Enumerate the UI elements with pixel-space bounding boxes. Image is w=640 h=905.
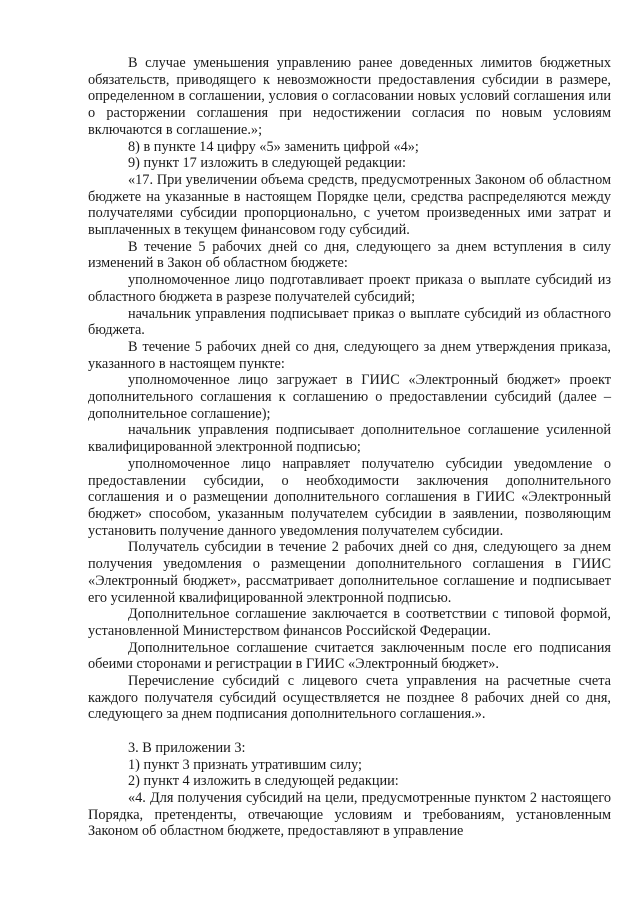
paragraph-five-days-law: В течение 5 рабочих дней со дня, следующего за днем вступления в силу изменений в Закон об областном бюджете:	[88, 238, 611, 272]
paragraph-head-signs-order: начальник управления подписывает приказ о выплате субсидий из областного бюджета.	[88, 305, 611, 339]
paragraph-appendix-item-1: 1) пункт 3 признать утратившим силу;	[128, 756, 362, 773]
paragraph-budget-reduction: В случае уменьшения управлению ранее доведенных лимитов бюджетных обязательств, приводящего к невозможности предоставления субсидии в размере, определенном в соглашении, условия о согласовании новых условий соглашения или о расторжении соглашения при недостижении согласия по новым условиям включаются в соглашение.»;	[88, 55, 611, 138]
paragraph-item-9: 9) пункт 17 изложить в следующей редакции:	[128, 155, 406, 172]
paragraph-appendix-3: 3. В приложении 3:	[128, 739, 246, 756]
paragraph-item-8: 8) в пункте 14 цифру «5» заменить цифрой «4»;	[128, 138, 419, 155]
paragraph-head-signs-agreement: начальник управления подписывает дополнительное соглашение усиленной квалифицированной электронной подписью;	[88, 422, 611, 456]
paragraph-transfer: Перечисление субсидий с лицевого счета управления на расчетные счета каждого получателя субсидий осуществляется не позднее 8 рабочих дней со дня, следующего за днем подписания дополнительного соглашения.».	[88, 673, 611, 723]
paragraph-upload-agreement: уполномоченное лицо загружает в ГИИС «Электронный бюджет» проект дополнительного соглашения к соглашению о предоставлении субсидий (далее – дополнительное соглашение);	[88, 372, 611, 422]
paragraph-agreement-concluded: Дополнительное соглашение считается заключенным после его подписания обеими сторонами и регистрации в ГИИС «Электронный бюджет».	[88, 639, 611, 673]
paragraph-standard-form: Дополнительное соглашение заключается в соответствии с типовой формой, установленной Министерством финансов Российской Федерации.	[88, 606, 611, 639]
paragraph-spacer	[88, 723, 611, 740]
document-body	[88, 55, 611, 840]
paragraph-recipient-signs: Получатель субсидии в течение 2 рабочих дней со дня, следующего за днем получения уведомления о размещении дополнительного соглашения в ГИИС «Электронный бюджет», рассматривает дополнительное соглашение и подписывает его усиленной квалифицированной электронной подписью.	[88, 539, 611, 606]
paragraph-draft-order: уполномоченное лицо подготавливает проект приказа о выплате субсидий из областного бюджета в разрезе получателей субсидий;	[88, 272, 611, 305]
paragraph-appendix-item-2: 2) пункт 4 изложить в следующей редакции:	[128, 773, 399, 790]
paragraph-notification: уполномоченное лицо направляет получателю субсидии уведомление о предоставлении субсидии, о необходимости заключения дополнительного соглашения и о размещении дополнительного соглашения в ГИИС «Электронный бюджет» способом, указанным получателем субсидии в заявлении, позволяющим установить получение данного уведомления получателем субсидии.	[88, 455, 611, 539]
paragraph-five-days-order: В течение 5 рабочих дней со дня, следующего за днем утверждения приказа, указанного в настоящем пункте:	[88, 338, 611, 372]
paragraph-clause-4: «4. Для получения субсидий на цели, предусмотренные пунктом 2 настоящего Порядка, претенденты, отвечающие условиям и требованиям, установленным Законом об областном бюджете, предоставляют в управление	[88, 789, 611, 840]
paragraph-clause-17: «17. При увеличении объема средств, предусмотренных Законом об областном бюджете на указанные в настоящем Порядке цели, средства распределяются между получателями субсидии пропорционально, с учетом произведенных ими затрат и выплаченных в текущем финансовом году субсидий.	[88, 171, 611, 239]
